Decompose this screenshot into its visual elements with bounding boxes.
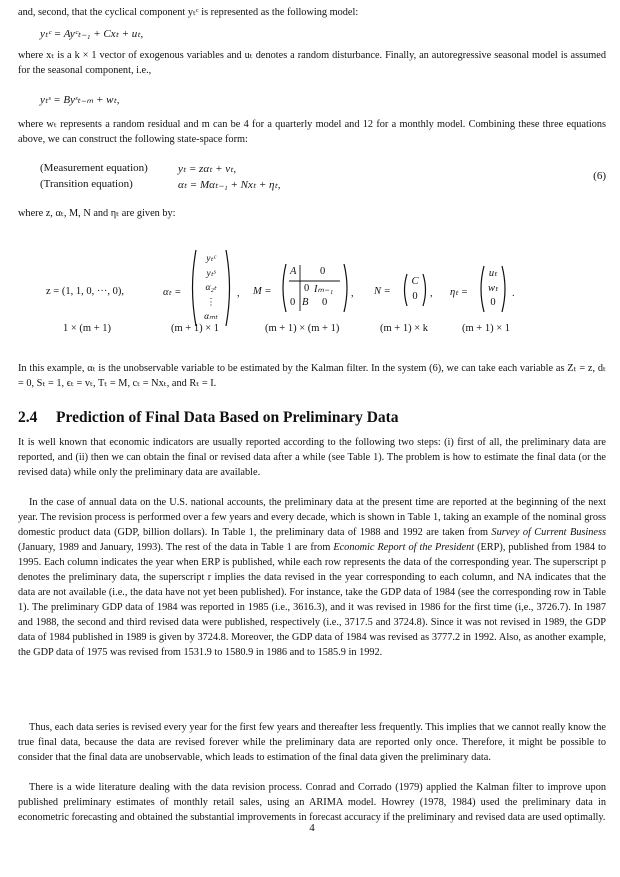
equation-seasonal: yₜˢ = Byˢₜ₋ₘ + wₜ, (40, 94, 120, 106)
paragraph-exogenous: where xₜ is a k × 1 vector of exogenous variables and uₜ denotes a random disturbance. Finally, an autoregressive seasonal model is assumed for the seasonal component, i.e., (18, 50, 606, 76)
N-matrix (402, 272, 428, 308)
page-number: 4 (309, 822, 315, 834)
section-heading (18, 409, 399, 427)
text-run: (ERP), published from 1984 to 1995. Each column indicates the year when ERP is published, while each row represents the data of the corresponding year. The superscript p denotes the preliminary data, the superscript r implies the data revised in the year corresponding to each column, and NA indicates that the data are not available (i.e., the data have not yet been published). For instance, take the GDP data of 1984 (see the corresponding row in Table 1). The preliminary GDP data of 1984 was reported in 1985 (i.e., 3616.3), and it was revised in 1986 for the first time (i,e., 3726.7). In 1987 and 1988, the second and third revised data were published, respectively (i.e., 3717.5 and 3724.8). Since it was not revised in 1989, the GDP data of 1984 published in 1989 is given by 3724.8. Moreover, the GDP data of 1984 was revised as 3777.2 in 1992. Also, as another example, the GDP data of 1975 was revised from 1531.9 to 1580.9 in 1986 and to 1585.9 in 1992. (18, 542, 606, 658)
M-comma: , (351, 288, 354, 299)
M-lhs: M = (253, 286, 272, 297)
alpha-entry: yₜˢ (206, 268, 216, 279)
dim-z: 1 × (m + 1) (63, 323, 112, 334)
measurement-label: (Measurement equation) (40, 162, 148, 174)
N-comma: , (430, 288, 433, 299)
dim-M: (m + 1) × (m + 1) (265, 323, 340, 334)
section-title: Prediction of Final Data Based on Preliminary Data (56, 409, 399, 426)
alpha-entry: α₂ₜ (205, 283, 217, 293)
transition-equation: αₜ = Mαₜ₋₁ + Nxₜ + ηₜ, (178, 179, 281, 191)
N-lhs: N = (374, 286, 391, 297)
alpha-comma: , (237, 288, 240, 299)
eta-lhs: ηₜ = (450, 287, 469, 298)
measurement-equation: yₜ = zαₜ + vₜ, (178, 163, 237, 175)
journal-title: Survey of Current Business (491, 527, 606, 538)
paragraph-cyclical: and, second, that the cyclical component yₜᶜ is represented as the following model: (18, 7, 359, 18)
paragraph-us-accounts (18, 495, 606, 660)
text-run: In the case of annual data on the U.S. national accounts, the preliminary data at the present time are reported at the beginning of the next year. The revision process is performed over a few years and every decade, which is shown in Table 1, taking an example of the nominal gross domestic product data (GDP, billion dollars). In Table 1, the preliminary data of 1988 and 1992 are taken from (18, 497, 606, 538)
transition-label: (Transition equation) (40, 178, 133, 190)
dim-eta: (m + 1) × 1 (462, 323, 511, 334)
dim-N: (m + 1) × k (380, 323, 429, 334)
M-entry: 0 (322, 297, 328, 308)
eta-entry: wₜ (487, 282, 499, 294)
paragraph-given-by: where z, αₜ, M, N and ηₜ are given by: (18, 208, 176, 219)
M-entry: B (302, 297, 309, 308)
N-entry: C (411, 276, 419, 287)
paragraph-revision: Thus, each data series is revised every year for the first few years and thereafter less frequently. This implies that we cannot really know the true final data, because the data are revised forever while the preliminary data are reported only once. Therefore, it might be possible to consider that the final data are unobservable, which leads to estimation of the final data given the preliminary data. (18, 722, 606, 763)
eta-vector (478, 264, 508, 314)
M-entry: 0 (320, 266, 326, 277)
alpha-entry: ⋮ (206, 297, 216, 308)
M-entry: 0 (304, 283, 310, 294)
M-entry: A (290, 266, 297, 277)
paragraph-intro: It is well known that economic indicators are usually reported according to the following two steps: (i) first of all, the preliminary data are reported, and (ii) then we can obtain the final or revised data after a while (see Table 1). The problem is how to estimate the final data (or the revised data) while only the preliminary data are available. (18, 437, 606, 478)
paragraph-residual: where wₜ represents a random residual and m can be 4 for a quarterly model and 12 for a monthly model. Combining these three equations above, we can construct the following state-space form: (18, 119, 606, 145)
alpha-entry: yₜᶜ (206, 254, 216, 264)
section-number: 2.4 (18, 409, 38, 426)
paragraph-kalman-example: In this example, αₜ is the unobservable variable to be estimated by the Kalman filter. In the system (6), we can take each variable as Zₜ = z, dₜ = 0, Sₜ = 1, ϵₜ = vₜ, Tₜ = M, cₜ = Nxₜ, and Rₜ = I. (18, 363, 606, 389)
N-entry: 0 (412, 291, 418, 302)
eta-period: . (512, 288, 515, 299)
alpha-entry: αₘₜ (204, 312, 218, 322)
report-title: Economic Report of the President (333, 542, 475, 553)
alpha-lhs: αₜ = (163, 287, 182, 298)
text-run: (January, 1989 and January, 1993). The rest of the data in Table 1 are from (18, 542, 334, 553)
z-definition: z = (1, 1, 0, ···, 0), (46, 286, 124, 297)
dim-alpha: (m + 1) × 1 (171, 323, 220, 334)
equation-cyclical: yₜᶜ = Ayᶜₜ₋₁ + Cxₜ + uₜ, (40, 28, 144, 40)
paragraph-literature: There is a wide literature dealing with the data revision process. Conrad and Corrado (1979) applied the Kalman filter to improve upon published preliminary estimates of monthly retail sales, using an ARIMA model. Howrey (1978, 1984) used the preliminary data in econometric forecasting and obtained the substantial improvements in forecast accuracy if the preliminary and revised data are used optimally. (18, 782, 606, 823)
M-matrix (280, 262, 350, 314)
eta-entry: uₜ (488, 268, 498, 279)
eta-entry: 0 (490, 297, 496, 308)
equation-number: (6) (593, 170, 606, 182)
M-entry: Iₘ₋₁ (314, 284, 334, 295)
M-entry: 0 (290, 297, 296, 308)
alpha-vector (188, 248, 234, 328)
